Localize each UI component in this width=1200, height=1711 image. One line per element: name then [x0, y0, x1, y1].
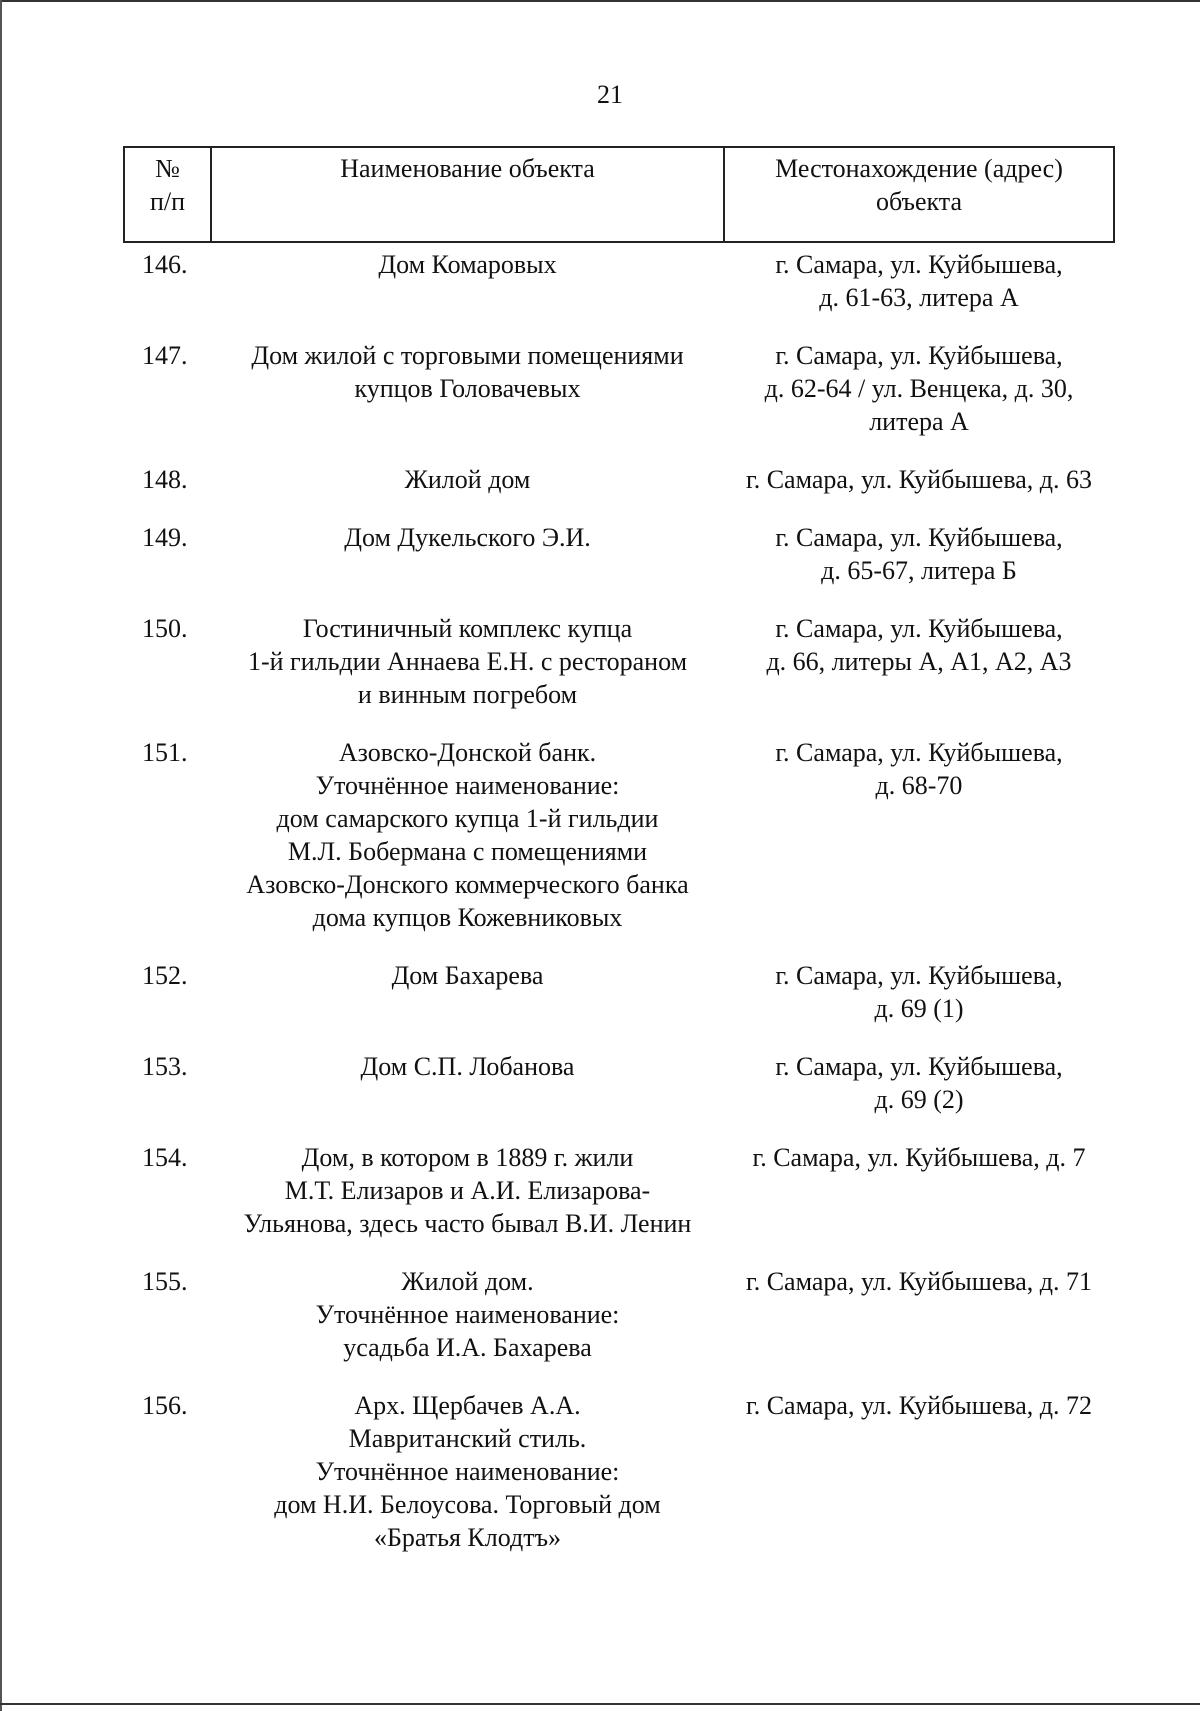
header-row [124, 147, 1114, 242]
object-name-line: Уточнённое наименование: [315, 1300, 620, 1329]
object-name-line: Жилой дом. [401, 1267, 534, 1296]
object-address-line: г. Самара, ул. Куйбышева, [775, 250, 1063, 279]
object-address [724, 731, 1114, 954]
object-name-line: Дом Комаровых [378, 250, 557, 279]
table-row [124, 1384, 1114, 1574]
header-number [124, 147, 211, 242]
object-address [724, 1045, 1114, 1136]
object-name-line: Дом Дукельского Э.И. [344, 523, 591, 552]
object-name [211, 1384, 724, 1574]
object-name-line: дом Н.И. Белоусова. Торговый дом [274, 1490, 661, 1519]
object-name [211, 1260, 724, 1384]
table-row [124, 242, 1114, 334]
object-address-line: г. Самара, ул. Куйбышева, д. 72 [745, 1391, 1093, 1420]
row-number: 150. [142, 614, 188, 643]
table-row [124, 731, 1114, 954]
header-number-line: п/п [149, 187, 186, 216]
object-name-line: Дом Бахарева [391, 961, 544, 990]
object-address-line: д. 66, литеры А, А1, А2, А3 [766, 647, 1072, 676]
object-name-line: Дом жилой с торговыми помещениями [251, 341, 684, 370]
scan-edge-left [0, 0, 2, 1711]
table-row [124, 334, 1114, 458]
table-body [124, 242, 1114, 1574]
object-name-line: Азовско-Донского коммерческого банка [246, 870, 689, 899]
table-row [124, 1260, 1114, 1384]
object-name-line: Мавританский стиль. [348, 1424, 587, 1453]
object-name-line: Жилой дом [404, 465, 531, 494]
object-name-line: Гостиничный комплекс купца [302, 614, 633, 643]
object-address-line: д. 65-67, литера Б [821, 556, 1017, 585]
object-name-line: Дом С.П. Лобанова [360, 1052, 575, 1081]
object-name-line: дома купцов Кожевниковых [312, 903, 623, 932]
table-row [124, 516, 1114, 607]
row-number: 148. [142, 465, 188, 494]
object-address [724, 516, 1114, 607]
header-name-line: Наименование объекта [340, 154, 595, 183]
object-name-line: Уточнённое наименование: [315, 771, 620, 800]
object-name [211, 242, 724, 334]
object-address-line: г. Самара, ул. Куйбышева, [775, 961, 1063, 990]
object-name-line: М.Т. Елизаров и А.И. Елизарова- [284, 1176, 651, 1205]
scan-edge-bottom [0, 1703, 1200, 1705]
header-address-line: объекта [875, 187, 963, 216]
object-address [724, 334, 1114, 458]
object-name-line: усадьба И.А. Бахарева [343, 1333, 592, 1362]
object-address-line: д. 62-64 / ул. Венцека, д. 30, [764, 374, 1074, 403]
object-address-line: литера А [869, 407, 969, 436]
object-name-line: Арх. Щербачев А.А. [354, 1391, 581, 1420]
table-row [124, 607, 1114, 731]
object-name [211, 607, 724, 731]
object-address-line: д. 68-70 [875, 771, 963, 800]
row-number: 149. [142, 523, 188, 552]
object-name [211, 731, 724, 954]
object-address-line: г. Самара, ул. Куйбышева, д. 63 [745, 465, 1093, 494]
object-address [724, 954, 1114, 1045]
object-name-line: дом самарского купца 1-й гильдии [276, 804, 659, 833]
object-name [211, 1045, 724, 1136]
object-name-line: купцов Головачевых [354, 374, 581, 403]
row-number: 154. [142, 1143, 188, 1172]
object-address [724, 607, 1114, 731]
object-name [211, 458, 724, 516]
object-name-line: Азовско-Донской банк. [338, 738, 597, 767]
row-number: 155. [142, 1267, 188, 1296]
table-row [124, 458, 1114, 516]
table-row [124, 954, 1114, 1045]
object-name [211, 1136, 724, 1260]
object-address-line: г. Самара, ул. Куйбышева, [775, 614, 1063, 643]
object-name-line: «Братья Клодтъ» [373, 1523, 562, 1552]
object-name-line: и винным погребом [357, 680, 578, 709]
row-number: 151. [142, 738, 188, 767]
object-address-line: д. 69 (1) [874, 994, 964, 1023]
object-name [211, 516, 724, 607]
row-number: 156. [142, 1391, 188, 1420]
row-number: 146. [142, 250, 188, 279]
row-number: 147. [142, 341, 188, 370]
object-address-line: д. 61-63, литера А [819, 283, 1019, 312]
object-name-line: М.Л. Бобермана с помещениями [287, 837, 648, 866]
table-row [124, 1045, 1114, 1136]
object-address [724, 1260, 1114, 1384]
object-name [211, 334, 724, 458]
objects-table [123, 146, 1115, 1574]
object-address [724, 1384, 1114, 1574]
object-name-line: 1-й гильдии Аннаева Е.Н. с рестораном [247, 647, 688, 676]
object-address [724, 1136, 1114, 1260]
object-name-line: Ульянова, здесь часто бывал В.И. Ленин [243, 1209, 692, 1238]
header-address [724, 147, 1114, 242]
row-number: 153. [142, 1052, 188, 1081]
page-number: 21 [597, 80, 623, 109]
object-address-line: г. Самара, ул. Куйбышева, [775, 1052, 1063, 1081]
object-address-line: г. Самара, ул. Куйбышева, д. 71 [745, 1267, 1093, 1296]
object-address-line: г. Самара, ул. Куйбышева, [775, 738, 1063, 767]
header-number-line: № [155, 154, 180, 183]
table-header [124, 147, 1114, 242]
object-address-line: г. Самара, ул. Куйбышева, д. 7 [752, 1143, 1086, 1172]
object-address [724, 458, 1114, 516]
row-number: 152. [142, 961, 188, 990]
object-address [724, 242, 1114, 334]
object-address-line: д. 69 (2) [874, 1085, 964, 1114]
object-name [211, 954, 724, 1045]
table-row [124, 1136, 1114, 1260]
object-address-line: г. Самара, ул. Куйбышева, [775, 341, 1063, 370]
object-address-line: г. Самара, ул. Куйбышева, [775, 523, 1063, 552]
object-name-line: Дом, в котором в 1889 г. жили [301, 1143, 634, 1172]
header-name [211, 147, 724, 242]
object-name-line: Уточнённое наименование: [315, 1457, 620, 1486]
header-address-line: Местонахождение (адрес) [775, 154, 1063, 183]
scan-edge-top [0, 0, 1200, 2]
